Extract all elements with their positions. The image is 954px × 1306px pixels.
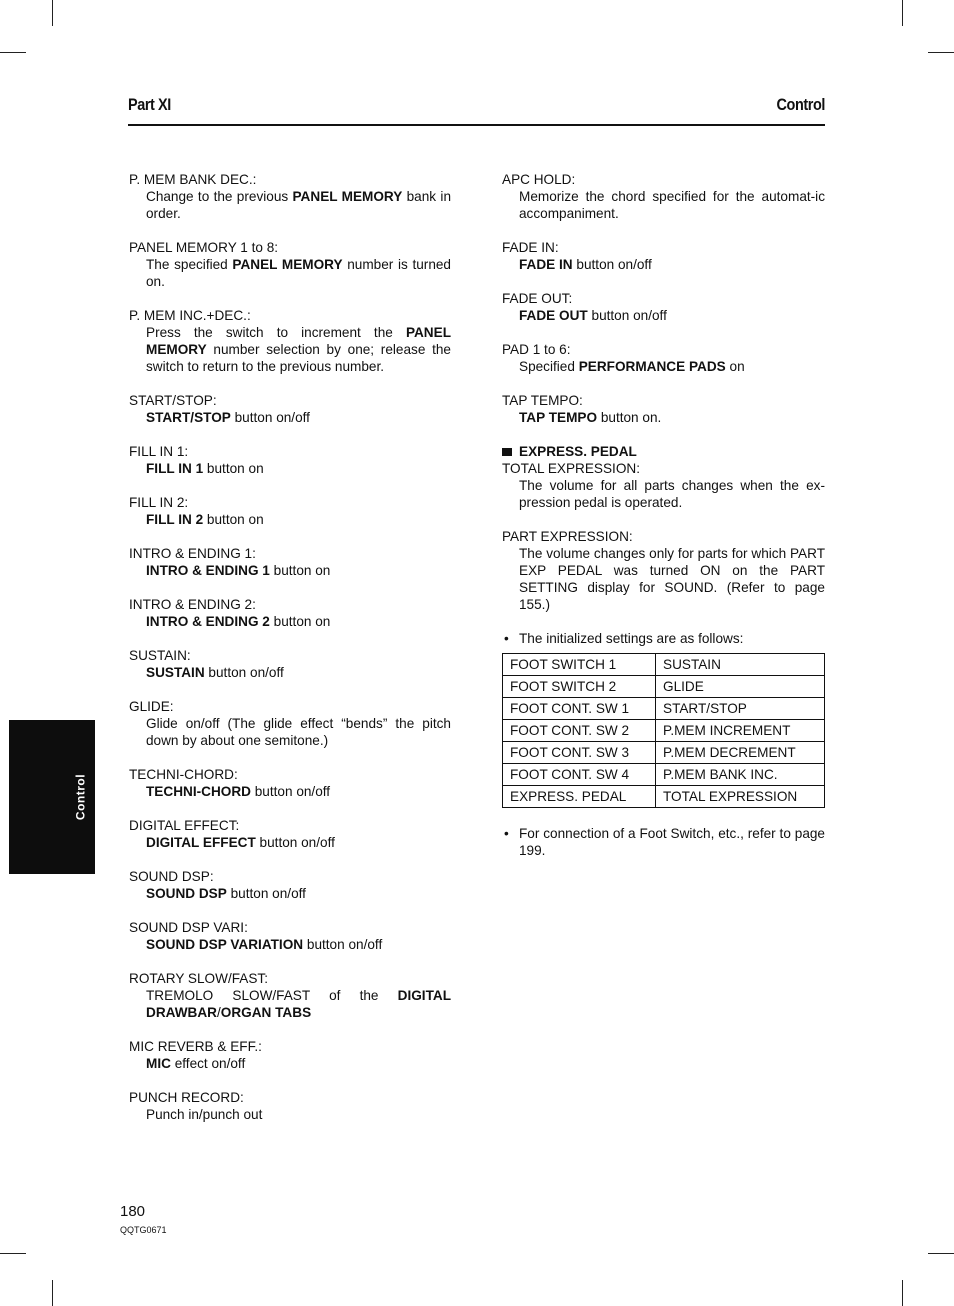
definition-entry	[129, 868, 451, 902]
definition-entry	[129, 171, 451, 222]
control-cell: FOOT SWITCH 2	[503, 676, 656, 698]
entry-term: FADE IN:	[502, 240, 559, 255]
entry-term: PANEL MEMORY 1 to 8:	[129, 240, 279, 255]
bold-term: DIGITAL EFFECT	[146, 835, 256, 850]
right-column	[502, 171, 825, 865]
description-text: TREMOLO SLOW/FAST of the	[146, 988, 398, 1003]
part-title: Part XI	[128, 95, 171, 114]
bold-term: SOUND DSP VARIATION	[146, 937, 304, 952]
entry-description	[502, 477, 825, 511]
table-row	[503, 742, 825, 764]
control-cell: EXPRESS. PEDAL	[503, 786, 656, 808]
description-text: The volume changes only for parts for which PART EXP PEDAL was turned ON on the PART SETTING display for SOUND. (Refer to page 155.)	[519, 546, 825, 612]
bold-term: INTRO & ENDING 1	[146, 563, 270, 578]
bullet-dot-icon: •	[504, 826, 509, 841]
entry-term: FILL IN 2:	[129, 495, 189, 510]
entry-term: PUNCH RECORD:	[129, 1090, 244, 1105]
entry-description	[129, 188, 451, 222]
definition-entry	[129, 545, 451, 579]
bold-term: TAP TEMPO	[519, 410, 598, 425]
entry-description	[129, 987, 451, 1021]
crop-mark	[52, 1280, 53, 1306]
entry-description	[502, 409, 825, 426]
bold-term: DIGITAL DRAWBAR	[146, 988, 451, 1020]
bullet-dot-icon: •	[504, 631, 509, 646]
entry-term: MIC REVERB & EFF.:	[129, 1039, 262, 1054]
entry-term: PART EXPRESSION:	[502, 529, 633, 544]
crop-mark	[928, 1253, 954, 1254]
assignment-cell: START/STOP	[656, 698, 825, 720]
header-rule	[128, 124, 825, 126]
entry-description	[502, 307, 825, 324]
entry-term: TAP TEMPO:	[502, 393, 583, 408]
entry-term: P. MEM INC.+DEC.:	[129, 308, 251, 323]
description-text: effect on/off	[170, 1056, 246, 1071]
description-text: Press the switch to increment the	[146, 325, 406, 340]
entry-term: P. MEM BANK DEC.:	[129, 172, 257, 187]
express-pedal-entries	[502, 460, 825, 613]
description-text: Punch in/punch out	[146, 1107, 263, 1122]
entry-description	[502, 188, 825, 222]
definition-entry	[129, 817, 451, 851]
bold-term: FILL IN 2	[146, 512, 204, 527]
entry-term: SUSTAIN:	[129, 648, 191, 663]
bold-term: SOUND DSP	[146, 886, 227, 901]
description-text: button on	[203, 512, 264, 527]
crop-mark	[52, 0, 53, 26]
bold-term: FILL IN 1	[146, 461, 204, 476]
entry-term: START/STOP:	[129, 393, 217, 408]
definition-entry	[129, 596, 451, 630]
table-row	[503, 720, 825, 742]
description-text: button on/off	[230, 410, 310, 425]
description-text: button on/off	[572, 257, 652, 272]
crop-mark	[902, 0, 903, 26]
assignment-cell: P.MEM BANK INC.	[656, 764, 825, 786]
entry-description	[502, 358, 825, 375]
bold-term: SUSTAIN	[146, 665, 205, 680]
entry-description	[129, 783, 451, 800]
assignment-cell: SUSTAIN	[656, 654, 825, 676]
assignment-cell: TOTAL EXPRESSION	[656, 786, 825, 808]
description-text: button on/off	[204, 665, 284, 680]
entry-description	[129, 885, 451, 902]
entry-description	[129, 409, 451, 426]
entry-description	[129, 1106, 451, 1123]
square-bullet-icon	[502, 448, 512, 456]
bold-term: MIC	[146, 1056, 171, 1071]
crop-mark	[928, 52, 954, 53]
definition-entry	[129, 1038, 451, 1072]
entry-term: SOUND DSP:	[129, 869, 214, 884]
entry-description	[129, 256, 451, 290]
page-number: 180	[120, 1203, 146, 1220]
definition-entry	[129, 494, 451, 528]
control-cell: FOOT CONT. SW 1	[503, 698, 656, 720]
table-row	[503, 654, 825, 676]
definition-entry	[129, 970, 451, 1021]
description-text: bank in order.	[146, 189, 451, 221]
entry-term: INTRO & ENDING 2:	[129, 597, 256, 612]
bold-term: INTRO & ENDING 2	[146, 614, 270, 629]
description-text: button on/off	[255, 835, 335, 850]
bullet-intro-text: The initialized settings are as follows:	[519, 631, 744, 646]
express-pedal-title: EXPRESS. PEDAL	[519, 444, 637, 459]
description-text: Specified	[519, 359, 579, 374]
description-text: /	[216, 1005, 221, 1020]
entry-description	[129, 562, 451, 579]
definition-entry	[502, 239, 825, 273]
entry-term: GLIDE:	[129, 699, 174, 714]
description-text: number selection by one; release the switch to return to the previous number.	[146, 342, 451, 374]
crop-mark	[902, 1280, 903, 1306]
description-text: button on/off	[250, 784, 331, 799]
definition-entry	[129, 698, 451, 749]
table-row	[503, 698, 825, 720]
entry-term: TOTAL EXPRESSION:	[502, 461, 640, 476]
entry-description	[129, 664, 451, 681]
bold-term: PANEL MEMORY	[292, 189, 403, 204]
entry-term: DIGITAL EFFECT:	[129, 818, 240, 833]
definition-entry	[129, 647, 451, 681]
definition-entry	[129, 392, 451, 426]
settings-table	[502, 653, 825, 808]
entry-description	[129, 936, 451, 953]
entry-term: SOUND DSP VARI:	[129, 920, 248, 935]
control-cell: FOOT CONT. SW 3	[503, 742, 656, 764]
side-tab-label: Control	[73, 773, 88, 821]
bold-term: FADE IN	[519, 257, 573, 272]
definition-entry	[502, 460, 825, 511]
entry-term: PAD 1 to 6:	[502, 342, 571, 357]
description-text: number is turned on.	[146, 257, 451, 289]
express-pedal-heading	[502, 443, 825, 460]
entry-description	[129, 834, 451, 851]
entry-description	[129, 324, 451, 375]
definition-entry	[502, 392, 825, 426]
page-header	[128, 96, 825, 118]
bold-term: PERFORMANCE PADS	[578, 359, 726, 374]
bold-term: PANEL MEMORY	[146, 325, 451, 357]
crop-mark	[0, 52, 26, 53]
description-text: Glide on/off (The glide effect “bends” the pitch down by about one semitone.)	[146, 716, 451, 748]
definition-entry	[129, 307, 451, 375]
assignment-cell: P.MEM DECREMENT	[656, 742, 825, 764]
control-cell: FOOT SWITCH 1	[503, 654, 656, 676]
assignment-cell: P.MEM INCREMENT	[656, 720, 825, 742]
entry-term: ROTARY SLOW/FAST:	[129, 971, 268, 986]
bold-term: FADE OUT	[519, 308, 588, 323]
description-text: The volume for all parts changes when the ex-pression pedal is operated.	[519, 478, 825, 510]
bullet-intro	[502, 630, 825, 647]
entry-term: FADE OUT:	[502, 291, 573, 306]
entry-term: APC HOLD:	[502, 172, 576, 187]
entry-description	[129, 460, 451, 477]
description-text: The specified	[146, 257, 233, 272]
table-row	[503, 764, 825, 786]
description-text: on	[725, 359, 745, 374]
entry-description	[129, 1055, 451, 1072]
definition-entry	[502, 171, 825, 222]
description-text: button on/off	[303, 937, 383, 952]
bold-term: TECHNI-CHORD	[146, 784, 251, 799]
description-text: button on	[269, 563, 331, 578]
section-title: Control	[776, 95, 825, 114]
bold-term: PANEL MEMORY	[232, 257, 343, 272]
entry-description	[129, 511, 451, 528]
definition-entry	[129, 766, 451, 800]
definition-entry	[129, 919, 451, 953]
entry-description	[502, 256, 825, 273]
bullet-note	[502, 825, 825, 859]
definition-entry	[129, 1089, 451, 1123]
description-text: button on	[203, 461, 264, 476]
crop-mark	[0, 1253, 26, 1254]
description-text: button on/off	[587, 308, 667, 323]
description-text: Memorize the chord specified for the automat-ic accompaniment.	[519, 189, 825, 221]
control-cell: FOOT CONT. SW 2	[503, 720, 656, 742]
definition-entry	[129, 443, 451, 477]
definition-entry	[129, 239, 451, 290]
entry-description	[129, 715, 451, 749]
entry-term: INTRO & ENDING 1:	[129, 546, 256, 561]
entry-description	[502, 545, 825, 613]
description-text: button on	[269, 614, 331, 629]
bullet-note-text: For connection of a Foot Switch, etc., refer to page 199.	[519, 826, 825, 858]
table-row	[503, 676, 825, 698]
assignment-cell: GLIDE	[656, 676, 825, 698]
bold-term: START/STOP	[146, 410, 231, 425]
definition-entry	[502, 341, 825, 375]
definition-entry	[502, 528, 825, 613]
description-text: button on/off	[226, 886, 306, 901]
document-code: QQTG0671	[120, 1225, 167, 1235]
entry-description	[129, 613, 451, 630]
bold-term: ORGAN TABS	[220, 1005, 312, 1020]
left-column	[129, 171, 451, 1140]
table-row	[503, 786, 825, 808]
definition-entry	[502, 290, 825, 324]
entry-term: TECHNI-CHORD:	[129, 767, 238, 782]
description-text: button on.	[597, 410, 662, 425]
entry-term: FILL IN 1:	[129, 444, 189, 459]
right-entries	[502, 171, 825, 426]
control-cell: FOOT CONT. SW 4	[503, 764, 656, 786]
description-text: Change to the previous	[146, 189, 293, 204]
